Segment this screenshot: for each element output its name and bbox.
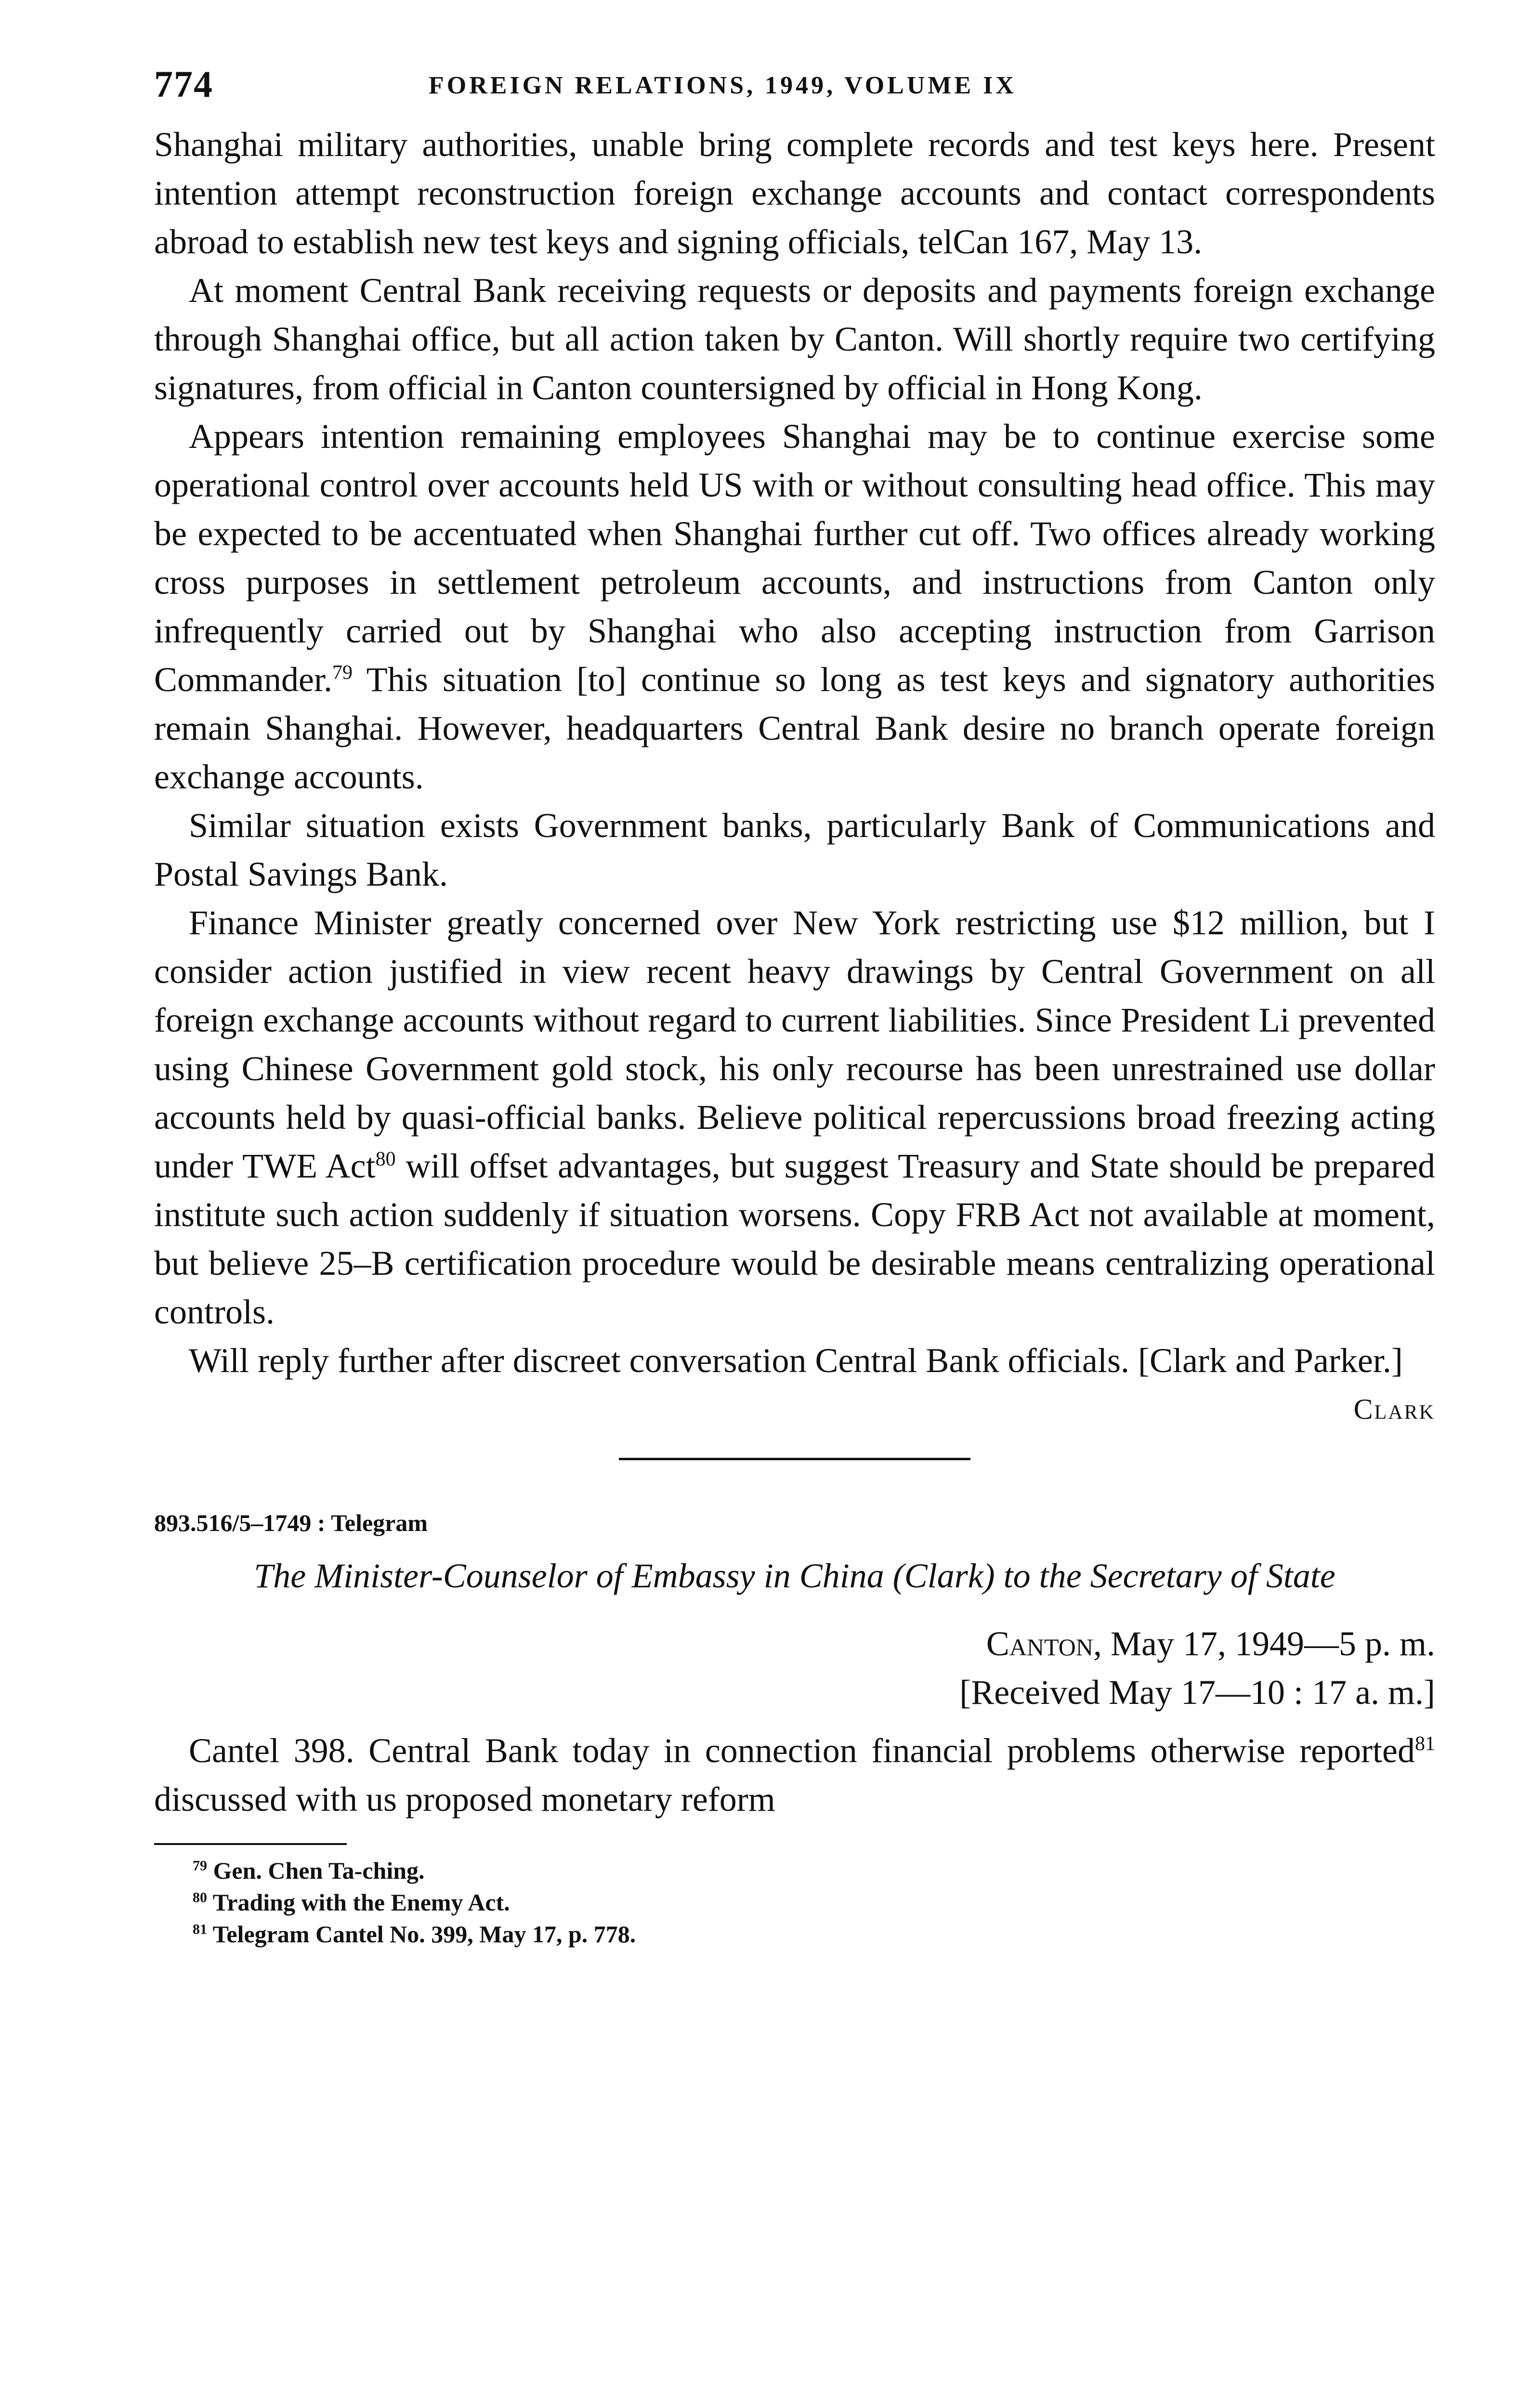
section-divider — [619, 1458, 970, 1460]
document-header — [154, 1504, 1435, 1717]
dateline — [154, 1620, 1435, 1717]
footnote-ref[interactable]: 81 — [1415, 1733, 1435, 1755]
footnote-text: Trading with the Enemy Act. — [212, 1889, 510, 1916]
paragraph — [154, 1727, 1435, 1824]
paragraph: Similar situation exists Government banks, particularly Bank of Communications and Postal Savings Bank. — [154, 806, 1435, 893]
page — [154, 63, 1435, 1950]
running-head — [154, 63, 1435, 120]
footnote-text: Gen. Chen Ta-ching. — [213, 1857, 425, 1884]
footnote-rule — [154, 1843, 347, 1845]
footnote-text: Telegram Cantel No. 399, May 17, p. 778. — [212, 1921, 636, 1948]
paragraph-text: Cantel 398. Central Bank today in connection financial problems otherwise reported — [189, 1731, 1415, 1770]
footnote — [193, 1918, 1435, 1950]
paragraph-text: Finance Minister greatly concerned over New York restricting use $12 million, but I consider action justified in view recent heavy drawings by Central Government on all foreign exchange accounts without regard to current liabilities. Since President Li prevented using Chinese Government gold stock, his only recourse has been unrestrained use dollar accounts held by quasi-official banks. Believe political repercussions broad freezing acting under TWE Act — [154, 903, 1435, 1185]
footnote — [193, 1886, 1435, 1918]
paragraph-text: This situation [to] continue so long as test keys and signatory authorities remain Shanghai. However, headquarters Central Bank desire no branch operate foreign exchange accounts. — [154, 660, 1435, 796]
footnote-ref[interactable]: 80 — [375, 1148, 396, 1170]
paragraph: Shanghai military authorities, unable bring complete records and test keys here. Present intention attempt reconstruction foreign exchange accounts and contact correspondents abroad to establish new test keys and signing officials, telCan 167, May 13. — [154, 125, 1435, 261]
footnote-ref[interactable]: 79 — [332, 662, 353, 684]
dateline-place: Canton, — [986, 1624, 1102, 1663]
paragraph — [154, 899, 1435, 1336]
paragraph-text: Appears intention remaining employees Shanghai may be to continue exercise some operational control over accounts held US with or without consulting head office. This may be expected to be accentuated when Shanghai further cut off. Two offices already working cross purposes in settlement petroleum accounts, and instructions from Canton only infrequently carried out by Shanghai who also accepting instruction from Garrison Commander. — [154, 417, 1435, 699]
paragraph: At moment Central Bank receiving requests or deposits and payments foreign exchange through Shanghai office, but all action taken by Canton. Will shortly require two certifying signatures, from official in Canton countersigned by official in Hong Kong. — [154, 271, 1435, 407]
telegram-body — [154, 1727, 1435, 1824]
received-note: [Received May 17—10 : 17 a. m.] — [959, 1673, 1435, 1712]
signature: Clark — [1353, 1393, 1435, 1425]
file-reference: 893.516/5–1749 : Telegram — [154, 1509, 428, 1536]
page-number: 774 — [154, 63, 213, 105]
running-title: FOREIGN RELATIONS, 1949, VOLUME IX — [429, 72, 1017, 99]
dateline-date: May 17, 1949—5 p. m. — [1111, 1624, 1435, 1663]
footnote-number: 79 — [193, 1858, 207, 1874]
footnote — [193, 1855, 1435, 1886]
footnotes — [154, 1855, 1435, 1950]
document-title: The Minister-Counselor of Embassy in China (Clark) to the Secretary of State — [254, 1557, 1335, 1595]
footnote-number: 80 — [193, 1889, 207, 1906]
paragraph-text: will offset advantages, but suggest Treasury and State should be prepared institute such action suddenly if situation worsens. Copy FRB Act not available at moment, but believe 25–B certification procedure would be desirable means centralizing operational controls. — [154, 1147, 1435, 1331]
paragraph-text: discussed with us proposed monetary reform — [154, 1780, 775, 1819]
paragraph: Will reply further after discreet conversation Central Bank officials. [Clark and Parker.] — [189, 1341, 1403, 1380]
continued-telegram — [154, 120, 1435, 1434]
paragraph — [154, 412, 1435, 801]
footnote-number: 81 — [193, 1921, 207, 1937]
